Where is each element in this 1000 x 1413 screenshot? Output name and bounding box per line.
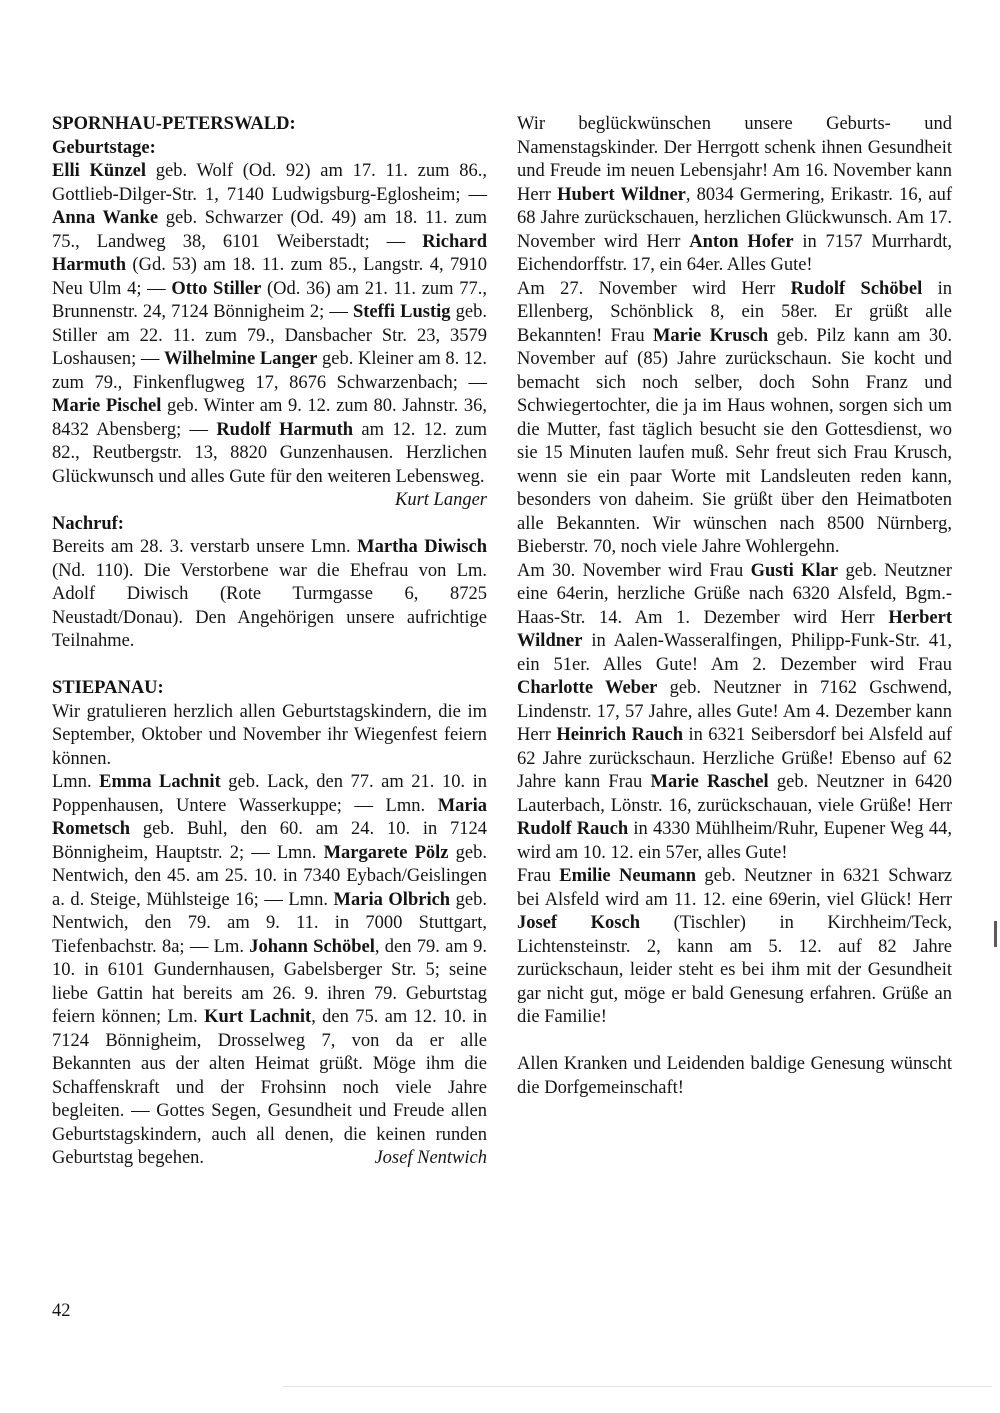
text-segment: Am 27. November wird Herr: [517, 278, 791, 299]
paragraph: [517, 865, 952, 1030]
paragraph: [52, 536, 487, 654]
text-segment: geb. Buhl, den 60. am 24. 10. in 7124 Bönnigheim, Hauptstr. 2; — Lmn.: [52, 819, 487, 863]
person-name: Kurt Lachnit: [204, 1007, 312, 1027]
text-segment: in 6321 Seibersdorf bei Alsfeld auf 62 Jahre zurückschaun. Herzliche Grüße! Ebenso auf 62 Jahre kann Frau: [517, 725, 952, 792]
person-name: Wilhelmine Langer: [164, 349, 318, 369]
text-segment: , den 79. am 9. 10. in 6101 Gundernhausen, Gabelsberger Str. 5; seine liebe Gattin hat bereits am 26. 9. ihren 79. Geburtstag feiern können; Lm.: [52, 936, 488, 1027]
text-segment: , 8034 Germering, Erikastr. 16, auf 68 Jahre zurückschauen, herzlichen Glückwunsch. Am 17. November wird Herr: [517, 184, 952, 252]
paragraph: [52, 771, 487, 1171]
text-segment: geb. Lack, den 77. am 21. 10. in Poppenhausen, Untere Wasserkuppe; — Lmn.: [52, 772, 487, 816]
person-name: Maria Rometsch: [52, 795, 487, 839]
text-segment: Allen Kranken und Leidenden baldige Genesung wünscht die Dorfgemeinschaft!: [517, 1054, 952, 1098]
text-segment: geb. Neutzner in 6420 Lauterbach, Lönstr. 16, zurückschauan, viele Grüße! Herr: [517, 772, 952, 816]
text-segment: geb. Wolf (Od. 92) am 17. 11. zum 86., Gottlieb-Dilger-Str. 1, 7140 Ludwigsburg-Eglosheim; —: [52, 161, 487, 205]
person-name: Marie Raschel: [650, 772, 769, 792]
signature: Kurt Langer: [394, 490, 487, 510]
person-name: Margarete Pölz: [323, 842, 449, 863]
text-segment: , den 75. am 12. 10. in 7124 Bönnigheim, Drosselweg 7, von da er alle Bekannten aus der alten Heimat grüßt. Möge ihm die Schaffenskraft und der Frohsinn noch viele Jahre begleiten. — Gottes Segen, Gesundheit und Freude allen Geburtstagskindern, auch all denen, die keinen runden Geburtstag begehen.: [52, 1007, 488, 1168]
scan-artifact-line: [283, 1386, 992, 1387]
section-heading: Geburtstage:: [52, 137, 156, 158]
person-name: Rudolf Schöbel: [790, 278, 923, 299]
text-segment: Bereits am 28. 3. verstarb unsere Lmn.: [52, 537, 358, 557]
right-column: [517, 113, 952, 1171]
person-name: Herbert Wildner: [517, 607, 952, 651]
paragraph: [52, 160, 488, 510]
text-segment: geb. Kleiner am 8. 12. zum 79., Finkenflugweg 17, 8676 Schwarzenbach; —: [52, 349, 487, 393]
person-name: Steffi Lustig: [352, 302, 451, 322]
person-name: Josef Kosch: [517, 913, 640, 933]
left-column: [52, 113, 487, 1171]
person-name: Hubert Wildner: [557, 184, 686, 205]
text-segment: geb. Neutzner eine 64erin, herzliche Grüße nach 6320 Alsfeld, Bgm.-Haas-Str. 14. Am 1. Dezember wird Herr: [517, 560, 953, 628]
text-segment: geb. Neutzner in 7162 Gschwend, Lindenstr. 17, 57 Jahre, alles Gute! Am 4. Dezember kann Herr: [517, 678, 952, 745]
person-name: Otto Stiller: [171, 278, 262, 299]
paragraph: [52, 701, 487, 772]
text-segment: in 7157 Murrhardt, Eichendorffstr. 17, ein 64er. Alles Gute!: [517, 231, 952, 275]
text-segment: in Ellenberg, Schönblick 8, ein 58er. Er grüßt alle Bekannten! Frau: [517, 278, 953, 346]
text-segment: Wir beglückwünschen unsere Geburts- und Namenstagskinder. Der Herrgott schenk ihnen Gesundheit und Freude im neuen Lebensjahr! Am 16. November kann Herr: [517, 114, 952, 205]
text-segment: geb. Neutzner in 6321 Schwarz bei Alsfeld wird am 11. 12. eine 69erin, viel Glück! Herr: [517, 866, 952, 910]
text-segment: geb. Winter am 9. 12. zum 80. Jahnstr. 36, 8432 Abensberg; —: [52, 396, 488, 440]
paragraph: [517, 113, 952, 278]
text-segment: (Od. 36) am 21. 11. zum 77., Brunnenstr. 24, 7124 Bönnigheim 2; —: [52, 278, 487, 322]
text-segment: geb. Stiller am 22. 11. zum 79., Dansbacher Str. 23, 3579 Loshausen; —: [52, 302, 487, 369]
text-segment: Lmn.: [52, 772, 100, 792]
person-name: Rudolf Rauch: [517, 819, 629, 839]
paragraph: [517, 1053, 952, 1100]
person-name: Anton Hofer: [689, 231, 794, 252]
two-column-layout: [52, 113, 952, 1171]
person-name: Emma Lachnit: [99, 772, 221, 792]
paragraph: [517, 560, 952, 866]
person-name: Rudolf Harmuth: [216, 419, 354, 440]
person-name: Martha Diwisch: [357, 537, 487, 557]
paragraph: [517, 278, 952, 560]
person-name: Richard Harmuth: [52, 231, 487, 275]
text-segment: Frau: [517, 866, 560, 886]
section-heading: Nachruf:: [52, 513, 124, 534]
person-name: Emilie Neumann: [559, 866, 697, 886]
section-heading: STIEPANAU:: [52, 678, 164, 698]
person-name: Gusti Klar: [750, 560, 839, 581]
text-segment: Wir gratulieren herzlich allen Geburtstagskindern, die im September, Oktober und November ihr Wiegenfest feiern können.: [52, 701, 487, 769]
text-segment: am 12. 12. zum 82., Reutbergstr. 13, 8820 Gunzenhausen. Herzlichen Glückwunsch und alles Gute für den weiteren Lebensweg.: [52, 419, 487, 487]
person-name: Marie Krusch: [652, 325, 769, 346]
text-segment: (Tischler) in Kirchheim/Teck, Lichtensteinstr. 2, kann am 5. 12. auf 82 Jahre zurückschaun, leider steht es bei ihm mit der Gesundheit gar nicht gut, möge er bald Genesung erfahren. Grüße an die Familie!: [517, 913, 952, 1027]
text-segment: Am 30. November wird Frau: [517, 560, 751, 581]
signature: Josef Nentwich: [374, 1148, 487, 1168]
scan-artifact-tick: [994, 921, 997, 947]
text-segment: in Aalen-Wasseralfingen, Philipp-Funk-Str. 41, ein 51er. Alles Gute! Am 2. Dezember wird Frau: [517, 631, 952, 675]
person-name: Anna Wanke: [52, 208, 159, 228]
text-segment: geb. Nentwich, den 45. am 25. 10. in 7340 Eybach/Geislingen a. d. Steige, Mühlsteige 16; — Lmn.: [52, 842, 487, 910]
text-segment: geb. Schwarzer (Od. 49) am 18. 11. zum 75., Landweg 38, 6101 Weiberstadt; —: [52, 208, 487, 252]
text-segment: geb. Nentwich, den 79. am 9. 11. in 7000 Stuttgart, Tiefenbachstr. 8a; — Lm.: [52, 889, 488, 957]
person-name: Elli Künzel: [52, 161, 147, 181]
person-name: Johann Schöbel: [249, 936, 375, 957]
person-name: Heinrich Rauch: [556, 725, 684, 745]
text-segment: geb. Pilz kann am 30. November auf (85) Jahre zurückschaun. Sie kocht und bemacht sich noch selber, doch Sohn Franz und Schwiegertochter, die ja im Haus wohnen, sorgen sich um die Mutter, fast täglich besucht sie den Gottesdienst, wo sie 15 Minuten laufen muß. Sehr freut sich Frau Krusch, wenn sie ein paar Worte mit Landsleuten reden kann, besonders von daheim. Sie grüßt über den Heimatboten alle Bekannten. Wir wünschen nach 8500 Nürnberg, Bieberstr. 70, noch viele Jahre Wohlergehn.: [517, 325, 952, 557]
text-segment: (Gd. 53) am 18. 11. zum 85., Langstr. 4, 7910 Neu Ulm 4; —: [52, 255, 487, 299]
person-name: Maria Olbrich: [333, 889, 451, 910]
text-segment: in 4330 Mühlheim/Ruhr, Eupener Weg 44, wird am 10. 12. ein 57er, alles Gute!: [517, 819, 952, 863]
text-segment: (Nd. 110). Die Verstorbene war die Ehefrau von Lm. Adolf Diwisch (Rote Turmgasse 6, 8725 Neustadt/Donau). Den Angehörigen unsere aufrichtige Teilnahme.: [52, 560, 487, 651]
person-name: Charlotte Weber: [517, 678, 658, 698]
section-heading: SPORNHAU-PETERSWALD:: [52, 114, 296, 134]
page-number: 42: [52, 1301, 71, 1321]
person-name: Marie Pischel: [52, 396, 162, 416]
